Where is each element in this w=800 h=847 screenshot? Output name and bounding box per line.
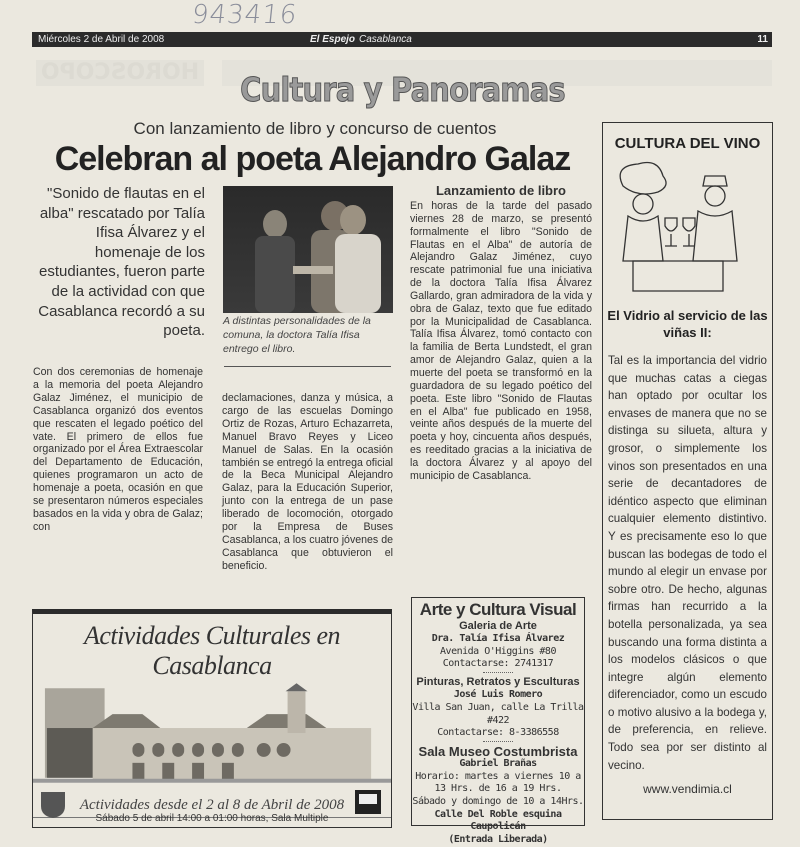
arte-item-line: Calle Del Roble esquina Caupolicán bbox=[434, 808, 562, 833]
sponsor-logo bbox=[355, 790, 381, 814]
actividades-dates: Actividades desde el 2 al 8 de Abril de 2008 bbox=[79, 797, 345, 813]
arte-item-line: Sábado y domingo de 10 a 14Hrs. bbox=[412, 796, 584, 808]
publication-city: Casablanca bbox=[359, 34, 412, 45]
article-photo bbox=[223, 186, 393, 313]
photo-people-illustration bbox=[223, 186, 393, 313]
municipality-crest-logo bbox=[39, 790, 67, 820]
actividades-footer-text: Sábado 5 de abril 14:00 a 01:00 horas, Sala Multiple bbox=[95, 813, 329, 824]
cultura-del-vino-box bbox=[602, 122, 773, 820]
section-title: Cultura y Panoramas bbox=[240, 70, 565, 109]
vino-subtitle: El Vidrio al servicio de las viñas II: bbox=[607, 308, 768, 340]
arte-cultura-box bbox=[411, 597, 585, 846]
arte-item-line: Dra. Talía Ifisa Álvarez bbox=[431, 633, 565, 644]
article-body-column-2: declamaciones, danza y música, a cargo de las escuelas Domingo Ortiz de Rozas, Arturo Echazarreta, Manuel Bravo Reyes y Liceo Manuel de Salas. En la ocasión también se entregó la entrega oficial de la Beca Municipal Alejandro Galaz, para la Educación Superior, junto con la entrega de un pase liberado de locomoción, otorgado por la Empresa de Buses Casablanca, a los cuatro jóvenes de Casablanca que obtuvieron el beneficio. bbox=[222, 392, 393, 572]
arte-item-line: Gabriel Brañas bbox=[459, 757, 537, 769]
page-number: 11 bbox=[757, 34, 768, 45]
arte-item-line: José Luis Romero bbox=[453, 689, 543, 701]
column-divider bbox=[224, 366, 391, 367]
publication-name bbox=[310, 32, 412, 47]
vino-website-link[interactable]: www.vendimia.cl bbox=[643, 782, 732, 797]
article-headline: Celebran al poeta Alejandro Galaz bbox=[54, 140, 571, 178]
arte-item-heading: Sala Museo Costumbrista bbox=[418, 743, 578, 759]
page-header-bar bbox=[32, 32, 772, 47]
issue-date: Miércoles 2 de Abril de 2008 bbox=[38, 34, 165, 45]
wine-tasting-illustration-icon bbox=[603, 156, 753, 296]
arte-item-line: Villa San Juan, calle La Trilla #422 bbox=[412, 701, 584, 726]
ornament-divider bbox=[483, 672, 513, 675]
bleed-through-horoscope: HOROSCOPO bbox=[36, 60, 204, 86]
arte-item-line: Contactarse: 8-3386558 bbox=[437, 727, 559, 739]
article-kicker: Con lanzamiento de libro y concurso de cuentos bbox=[133, 119, 497, 138]
actividades-title: Actividades Culturales en Casablanca bbox=[83, 621, 341, 680]
vino-box-title: CULTURA DEL VINO bbox=[614, 135, 761, 152]
article-body-column-1: Con dos ceremonias de homenaje a la memoria del poeta Alejandro Galaz Jiménez, el municipio de Casablanca organizó dos eventos que rescaten el legado poético del vate. El primero de ellos fue organizado por el Área Extraescolar del Departamento de Educación, quienes programaron un acto de homenaje a poeta, ocasión en que se presentaron números especiales basados en la vida y obra de Galaz; con bbox=[33, 366, 203, 533]
arte-box-title: Arte y Cultura Visual bbox=[419, 600, 577, 619]
handwritten-archive-number: 943416 bbox=[190, 0, 299, 30]
arte-item-line: Horario: martes a viernes 10 a 13 Hrs. de 16 a 19 Hrs. bbox=[415, 770, 581, 795]
publication-title: El Espejo bbox=[310, 34, 356, 45]
vino-body-text: Tal es la importancia del vidrio que muchas catas a ciegas han optado por ocultar los envases de manera que no se distinga su silueta, altura y grosor, o simplemente los vinos son presentados en una serie de decantadores de idéntico aspecto que eliminan cualquier elemento distintivo. Y es precisamente eso lo que buscan las bodegas de todo el mundo al elegir un envase por sobre otro. De hecho, algunas firmas han recurrido a la botella personalizada, ya sea buscando una forma distinta a los modelos clásicos o que integre algún elemento diferenciador, como un escudo o motivo alusivo a la bodega y, de preferencia, en relieve. Todo sea por ser distinto al vecino. bbox=[608, 354, 767, 772]
actividades-culturales-ad bbox=[32, 609, 392, 828]
casablanca-buildings-illustration bbox=[33, 683, 391, 786]
arte-item-heading: Pinturas, Retratos y Esculturas bbox=[416, 676, 580, 689]
arte-item-heading: Galeria de Arte bbox=[459, 620, 537, 632]
arte-item-line: Avenida O'Higgins #80 bbox=[440, 645, 556, 657]
arte-item-line: Contactarse: 2741317 bbox=[442, 658, 554, 670]
article-lead: "Sonido de flautas en el alba" rescatado por Talía Ifisa Álvarez y el homenaje de los estudiantes, fueron parte de la actividad con que Casablanca recordó a su poeta. bbox=[38, 185, 205, 340]
arte-item-line: (Entrada Liberada) bbox=[448, 834, 548, 846]
article-subhead: Lanzamiento de libro bbox=[435, 183, 566, 198]
photo-caption: A distintas personalidades de la comuna, la doctora Talía Ifisa entrego el libro. bbox=[223, 315, 371, 355]
article-body-column-3: En horas de la tarde del pasado viernes 28 de marzo, se presentó formalmente el libro "Sonido de Flautas en el Alba" de autoría de Alejandro Galaz Jiménez, cuyo rescate patrimonial fue una iniciativa de la doctora Talía Ifisa Álvarez Gallardo, gran admiradora de la vida y obra de Galaz, texto que fue editado por la Municipalidad de Casablanca. Talía Ifisa Álvarez, tomó contacto con la familia de Berta Lundstedt, el gran amor de Alejandro Galaz, quien a la muerte del poeta se transformó en la guardadora de su legado poético del poeta. Este libro "Sonido de Flautas en el Alba" fue publicado en 1958, veinte años después de la muerte del poeta y hoy, cincuenta años después, es reeditado gracias a la iniciativa de la doctora Álvarez y al apoyo del municipio de Casablanca. bbox=[410, 200, 592, 482]
